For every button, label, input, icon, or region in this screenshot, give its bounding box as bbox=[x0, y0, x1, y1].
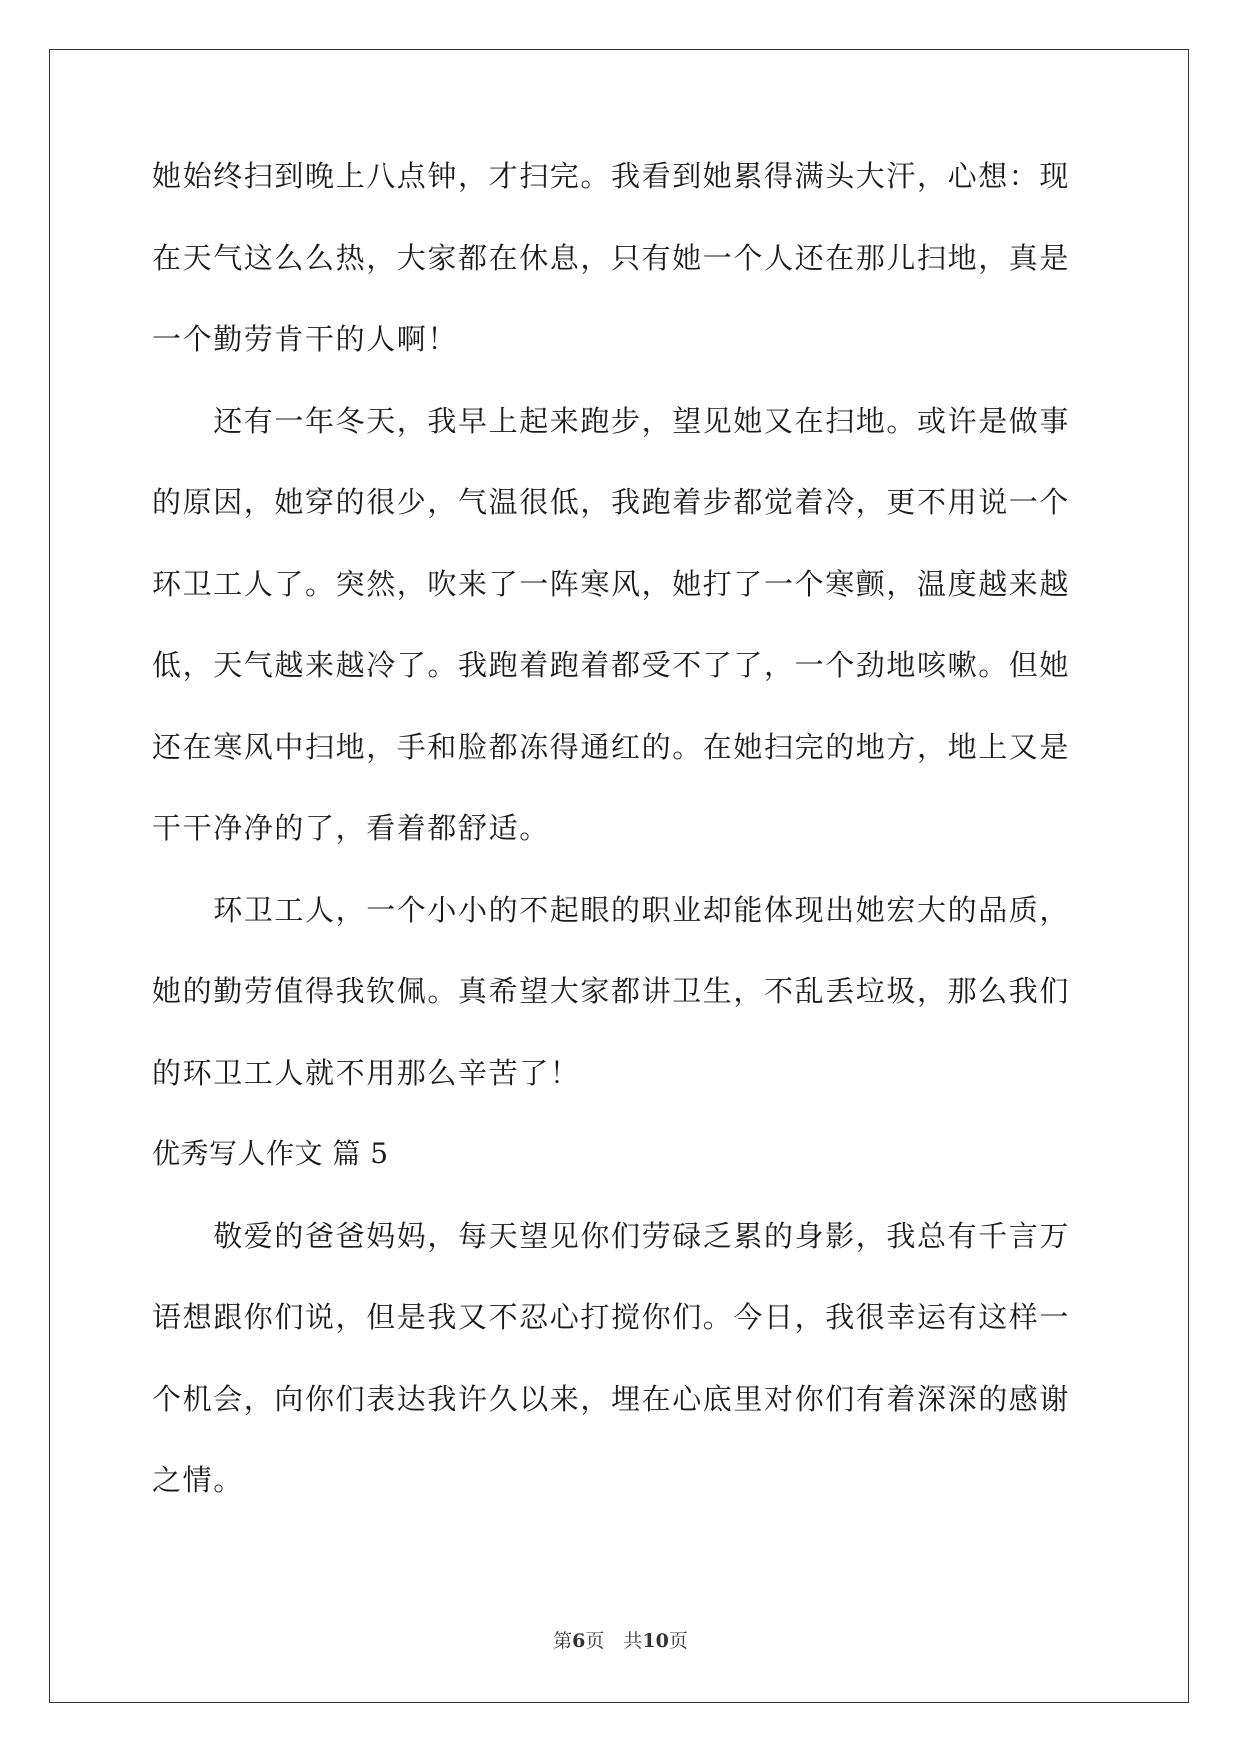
text-line: 的环卫工人就不用那么辛苦了！ bbox=[152, 1055, 581, 1090]
text-line: 她的勤劳值得我钦佩。真希望大家都讲卫生，不乱丢垃圾，那么我们 bbox=[152, 974, 1071, 1008]
text-line: 环卫工人了。突然，吹来了一阵寒风，她打了一个寒颤，温度越来越 bbox=[152, 566, 1071, 601]
text-line: 一个勤劳肯干的人啊！ bbox=[152, 322, 459, 356]
text-line: 个机会，向你们表达我许久以来，埋在心底里对你们有着深深的感谢 bbox=[152, 1381, 1071, 1416]
text-line: 的原因，她穿的很少，气温很低，我跑着步都觉着冷，更不用说一个 bbox=[152, 485, 1071, 519]
page-footer bbox=[0, 1626, 1241, 1653]
section-heading: 优秀写人作文 篇 5 bbox=[152, 1137, 389, 1170]
footer-mid: 页 共 bbox=[585, 1630, 643, 1652]
text-line: 敬爱的爸爸妈妈，每天望见你们劳碌乏累的身影，我总有千言万 bbox=[152, 1218, 1071, 1253]
text-line: 低，天气越来越冷了。我跑着跑着都受不了了，一个劲地咳嗽。但她 bbox=[152, 648, 1071, 682]
text-line: 她始终扫到晚上八点钟，才扫完。我看到她累得满头大汗，心想：现 bbox=[152, 159, 1071, 193]
footer-page-number: 6 bbox=[572, 1630, 586, 1652]
text-line: 还有一年冬天，我早上起来跑步，望见她又在扫地。或许是做事 bbox=[152, 403, 1071, 438]
text-line: 环卫工人，一个小小的不起眼的职业却能体现出她宏大的品质， bbox=[152, 892, 1071, 927]
footer-suffix: 页 bbox=[668, 1630, 688, 1652]
text-line: 之情。 bbox=[152, 1463, 244, 1497]
document-body bbox=[152, 161, 1092, 1547]
text-line: 语想跟你们说，但是我又不忍心打搅你们。今日，我很幸运有这样一 bbox=[152, 1300, 1071, 1334]
text-line: 在天气这么么热，大家都在休息，只有她一个人还在那儿扫地，真是 bbox=[152, 240, 1071, 275]
text-line: 还在寒风中扫地，手和脸都冻得通红的。在她扫完的地方，地上又是 bbox=[152, 729, 1071, 764]
footer-prefix: 第 bbox=[553, 1630, 573, 1652]
text-line: 干干净净的了，看着都舒适。 bbox=[152, 811, 550, 845]
footer-total-pages: 10 bbox=[642, 1630, 669, 1652]
